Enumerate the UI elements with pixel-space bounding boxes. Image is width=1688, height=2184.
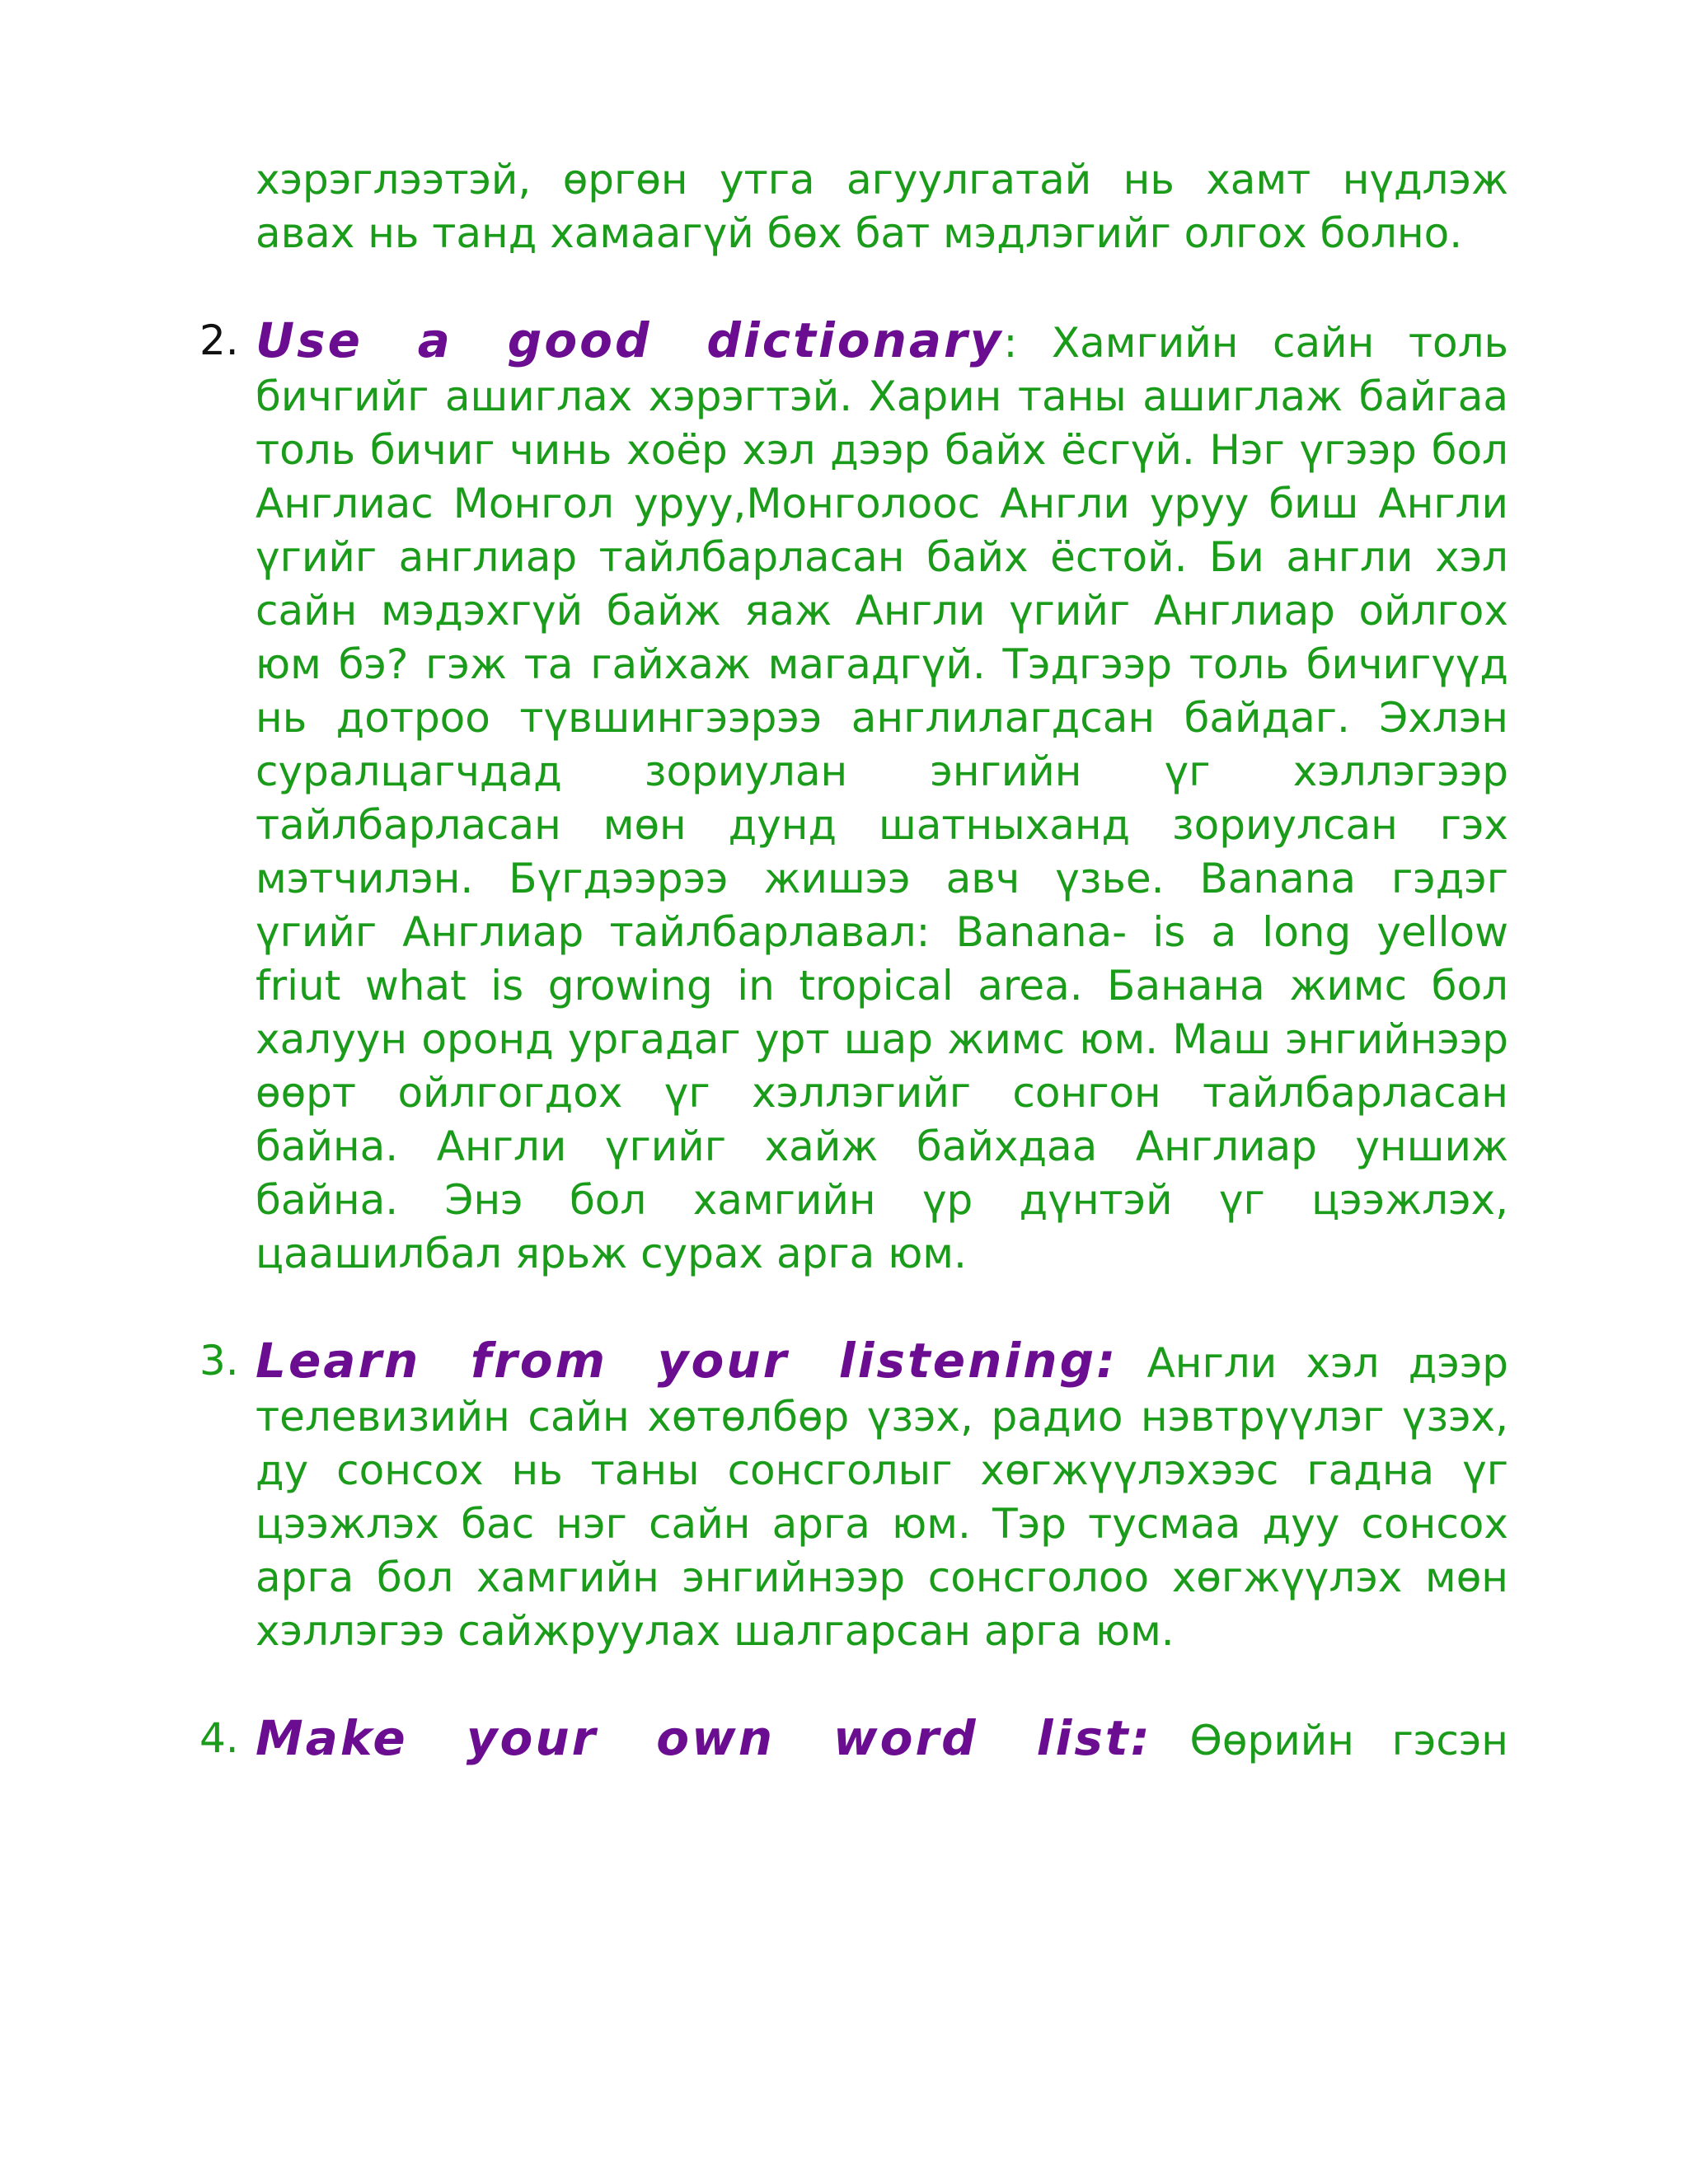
list-item-dictionary (199, 312, 1508, 1281)
paragraph-gap (256, 1658, 1508, 1712)
item-text: Англи хэл дээр телевизийн сайн хөтөлбөр үзэх, радио нэвтрүүлэг үзэх, ду сонсох нь таны сонсголыг хөгжүүлэхээс гадна үг цээжлэх бас нэг сайн арга юм. Тэр тусмаа дуу сонсох арга бол хамгийн энгийнээр сонсголоо хөгжүүлэх мөн хэллэгээ сайжруулах шалгарсан арга юм. (256, 1339, 1508, 1655)
item-text: Хамгийн сайн толь бичгийг ашиглах хэрэгтэй. Харин таны ашиглаж байгаа толь бичиг чинь хоёр хэл дээр байх ёсгүй. Нэг үгээр бол Англиас Монгол уруу,Монголоос Англи уруу биш Англи үгийг англиар тайлбарласан байх ёстой. Би англи хэл сайн мэдэхгүй байж яаж Англи үгийг Англиар ойлгох юм бэ? гэж та гайхаж магадгүй. Тэдгээр толь бичигүүд нь дотроо түвшингээрээ англилагдсан байдаг. Эхлэн суралцагчдад зориулан энгийн үг хэллэгээр тайлбарласан мөн дунд шатныханд зориулсан гэх мэтчилэн. Бүгдээрээ жишээ авч үзье. Banana гэдэг үгийг Англиар тайлбарлавал: Banana- is a long yellow friut what is growing in tropical area. Банана жимс бол халуун оронд ургадаг урт шар жимс юм. Маш энгийнээр өөрт ойлгогдох үг хэллэгийг сонгон тайлбарласан байна. Англи үгийг хайж байхдаа Англиар уншиж байна. Энэ бол хамгийн үр дүнтэй үг цээжлэх, цаашилбал ярьж сурах арга юм. (256, 319, 1508, 1277)
item-separator: : (1003, 319, 1018, 367)
list-number: 2. (199, 316, 239, 364)
paragraph-gap (256, 260, 1508, 314)
list-number: 3. (199, 1337, 239, 1385)
item-heading: Use a good dictionary (256, 312, 1004, 368)
intro-paragraph (256, 153, 1508, 260)
paragraph-gap (256, 1281, 1508, 1334)
item-heading: Learn from your listening: (256, 1333, 1118, 1389)
list-item-listening (199, 1333, 1508, 1658)
item-text: Өөрийн гэсэн (1151, 1717, 1508, 1765)
list-number: 4. (199, 1714, 239, 1762)
text-column (199, 153, 1508, 1768)
item-heading: Make your own word list: (256, 1710, 1152, 1766)
intro-text: хэрэглээтэй, өргөн утга агуулгатай нь хамт нүдлэж авах нь танд хамаагүй бөх бат мэдлэгийг олгох болно. (256, 156, 1508, 257)
list-item-word-list (199, 1710, 1508, 1768)
